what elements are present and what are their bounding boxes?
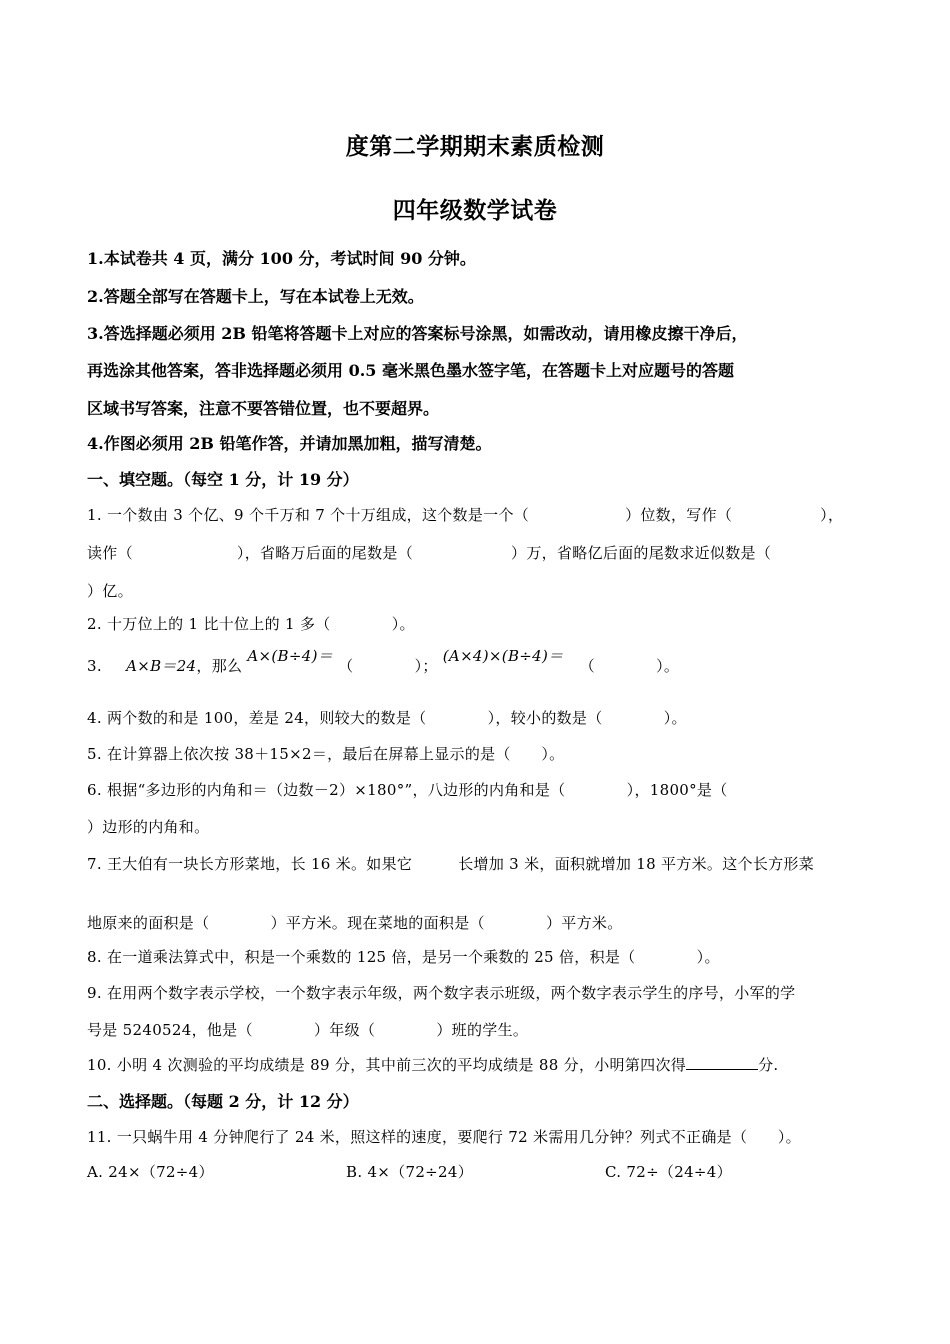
q10-text-a: 10. 小明 4 次测验的平均成绩是 89 分，其中前三次的平均成绩是 88 分，小明第四次得 — [87, 1056, 687, 1074]
q3-expression-3: (A×4)×(B÷4)＝ — [442, 647, 564, 665]
answer-underline — [686, 1055, 758, 1070]
option-c: C. 72÷（24÷4） — [605, 1163, 732, 1181]
question-1-line-2 — [87, 542, 877, 563]
instruction-4: 4.作图必须用 2B 铅笔作答，并请加黑加粗，描写清楚。 — [87, 434, 492, 453]
question-9-line-2: 号是 5240524，他是（ ）年级（ ）班的学生。 — [87, 1021, 529, 1039]
instruction-3-cont: 再选涂其他答案，答非选择题必须用 0.5 毫米黑色墨水签字笔，在答题卡上对应题号的答题 — [87, 361, 734, 380]
instruction-1: 1.本试卷共 4 页，满分 100 分，考试时间 90 分钟。 — [87, 249, 476, 268]
section-heading-multiple-choice: 二、选择题。（每题 2 分，计 12 分） — [87, 1092, 359, 1111]
question-10 — [87, 1054, 877, 1075]
q3-blank-1: （ ）； — [338, 657, 438, 675]
q1-text-f: ）万，省略亿后面的尾数求近似数是（ — [511, 544, 772, 562]
question-9-line-1: 9. 在用两个数字表示学校，一个数字表示年级，两个数字表示班级，两个数字表示学生的序号，小军的学 — [87, 984, 796, 1002]
question-8: 8. 在一道乘法算式中，积是一个乘数的 125 倍，是另一个乘数的 25 倍，积是（ ）。 — [87, 948, 720, 966]
question-3 — [87, 647, 877, 676]
instruction-3: 3.答选择题必须用 2B 铅笔将答题卡上对应的答案标号涂黑，如需改动，请用橡皮擦干净后， — [87, 324, 748, 343]
q1-text-a: 1. 一个数由 3 个亿、9 个千万和 7 个十万组成，这个数是一个（ — [87, 506, 530, 524]
question-6-line-1: 6. 根据“多边形的内角和＝（边数－2）×180°”，八边形的内角和是（ ），1800°是（ — [87, 781, 728, 799]
exam-subtitle: 四年级数学试卷 — [392, 197, 558, 224]
question-2: 2. 十万位上的 1 比十位上的 1 多（ ）。 — [87, 615, 415, 633]
q3-number: 3. — [87, 657, 102, 675]
question-11-options — [87, 1161, 877, 1183]
question-1-line-1 — [87, 504, 877, 525]
q3-then: ，那么 — [196, 657, 243, 675]
q1-text-d: 读作（ — [87, 544, 133, 562]
question-4: 4. 两个数的和是 100，差是 24，则较大的数是（ ），较小的数是（ ）。 — [87, 709, 687, 727]
question-11: 11. 一只蜗牛用 4 分钟爬行了 24 米，照这样的速度，要爬行 72 米需用几分钟？列式不正确是（ ）。 — [87, 1128, 801, 1146]
q1-text-e: ），省略万后面的尾数是（ — [236, 544, 414, 562]
q7-text-a: 7. 王大伯有一块长方形菜地，长 16 米。如果它 — [87, 855, 413, 873]
question-1-line-3: ）亿。 — [87, 582, 133, 600]
q3-blank-2: （ ）。 — [579, 657, 680, 675]
exam-title: 度第二学期期末素质检测 — [345, 133, 605, 160]
q3-expression-1: A×B＝24 — [126, 657, 197, 675]
q7-text-b: 长增加 3 米，面积就增加 18 平方米。这个长方形菜 — [458, 855, 815, 873]
question-7-line-2: 地原来的面积是（ ）平方米。现在菜地的面积是（ ）平方米。 — [87, 914, 623, 932]
option-b: B. 4×（72÷24） — [346, 1163, 474, 1181]
question-7-line-1 — [87, 853, 877, 874]
q1-text-b: ）位数，写作（ — [625, 506, 733, 524]
instruction-2: 2.答题全部写在答题卡上，写在本试卷上无效。 — [87, 287, 424, 306]
option-a: A. 24×（72÷4） — [87, 1163, 214, 1181]
question-6-line-2: ）边形的内角和。 — [87, 818, 210, 836]
q10-text-b: 分. — [758, 1056, 779, 1074]
q1-text-c: ）， — [820, 506, 844, 524]
q3-expression-2: A×(B÷4)＝ — [247, 647, 334, 665]
instruction-3-cont-2: 区域书写答案，注意不要答错位置，也不要超界。 — [87, 399, 440, 418]
section-heading-fill-in: 一、填空题。（每空 1 分，计 19 分） — [87, 470, 359, 489]
question-5: 5. 在计算器上依次按 38＋15×2＝，最后在屏幕上显示的是（ ）。 — [87, 745, 565, 763]
